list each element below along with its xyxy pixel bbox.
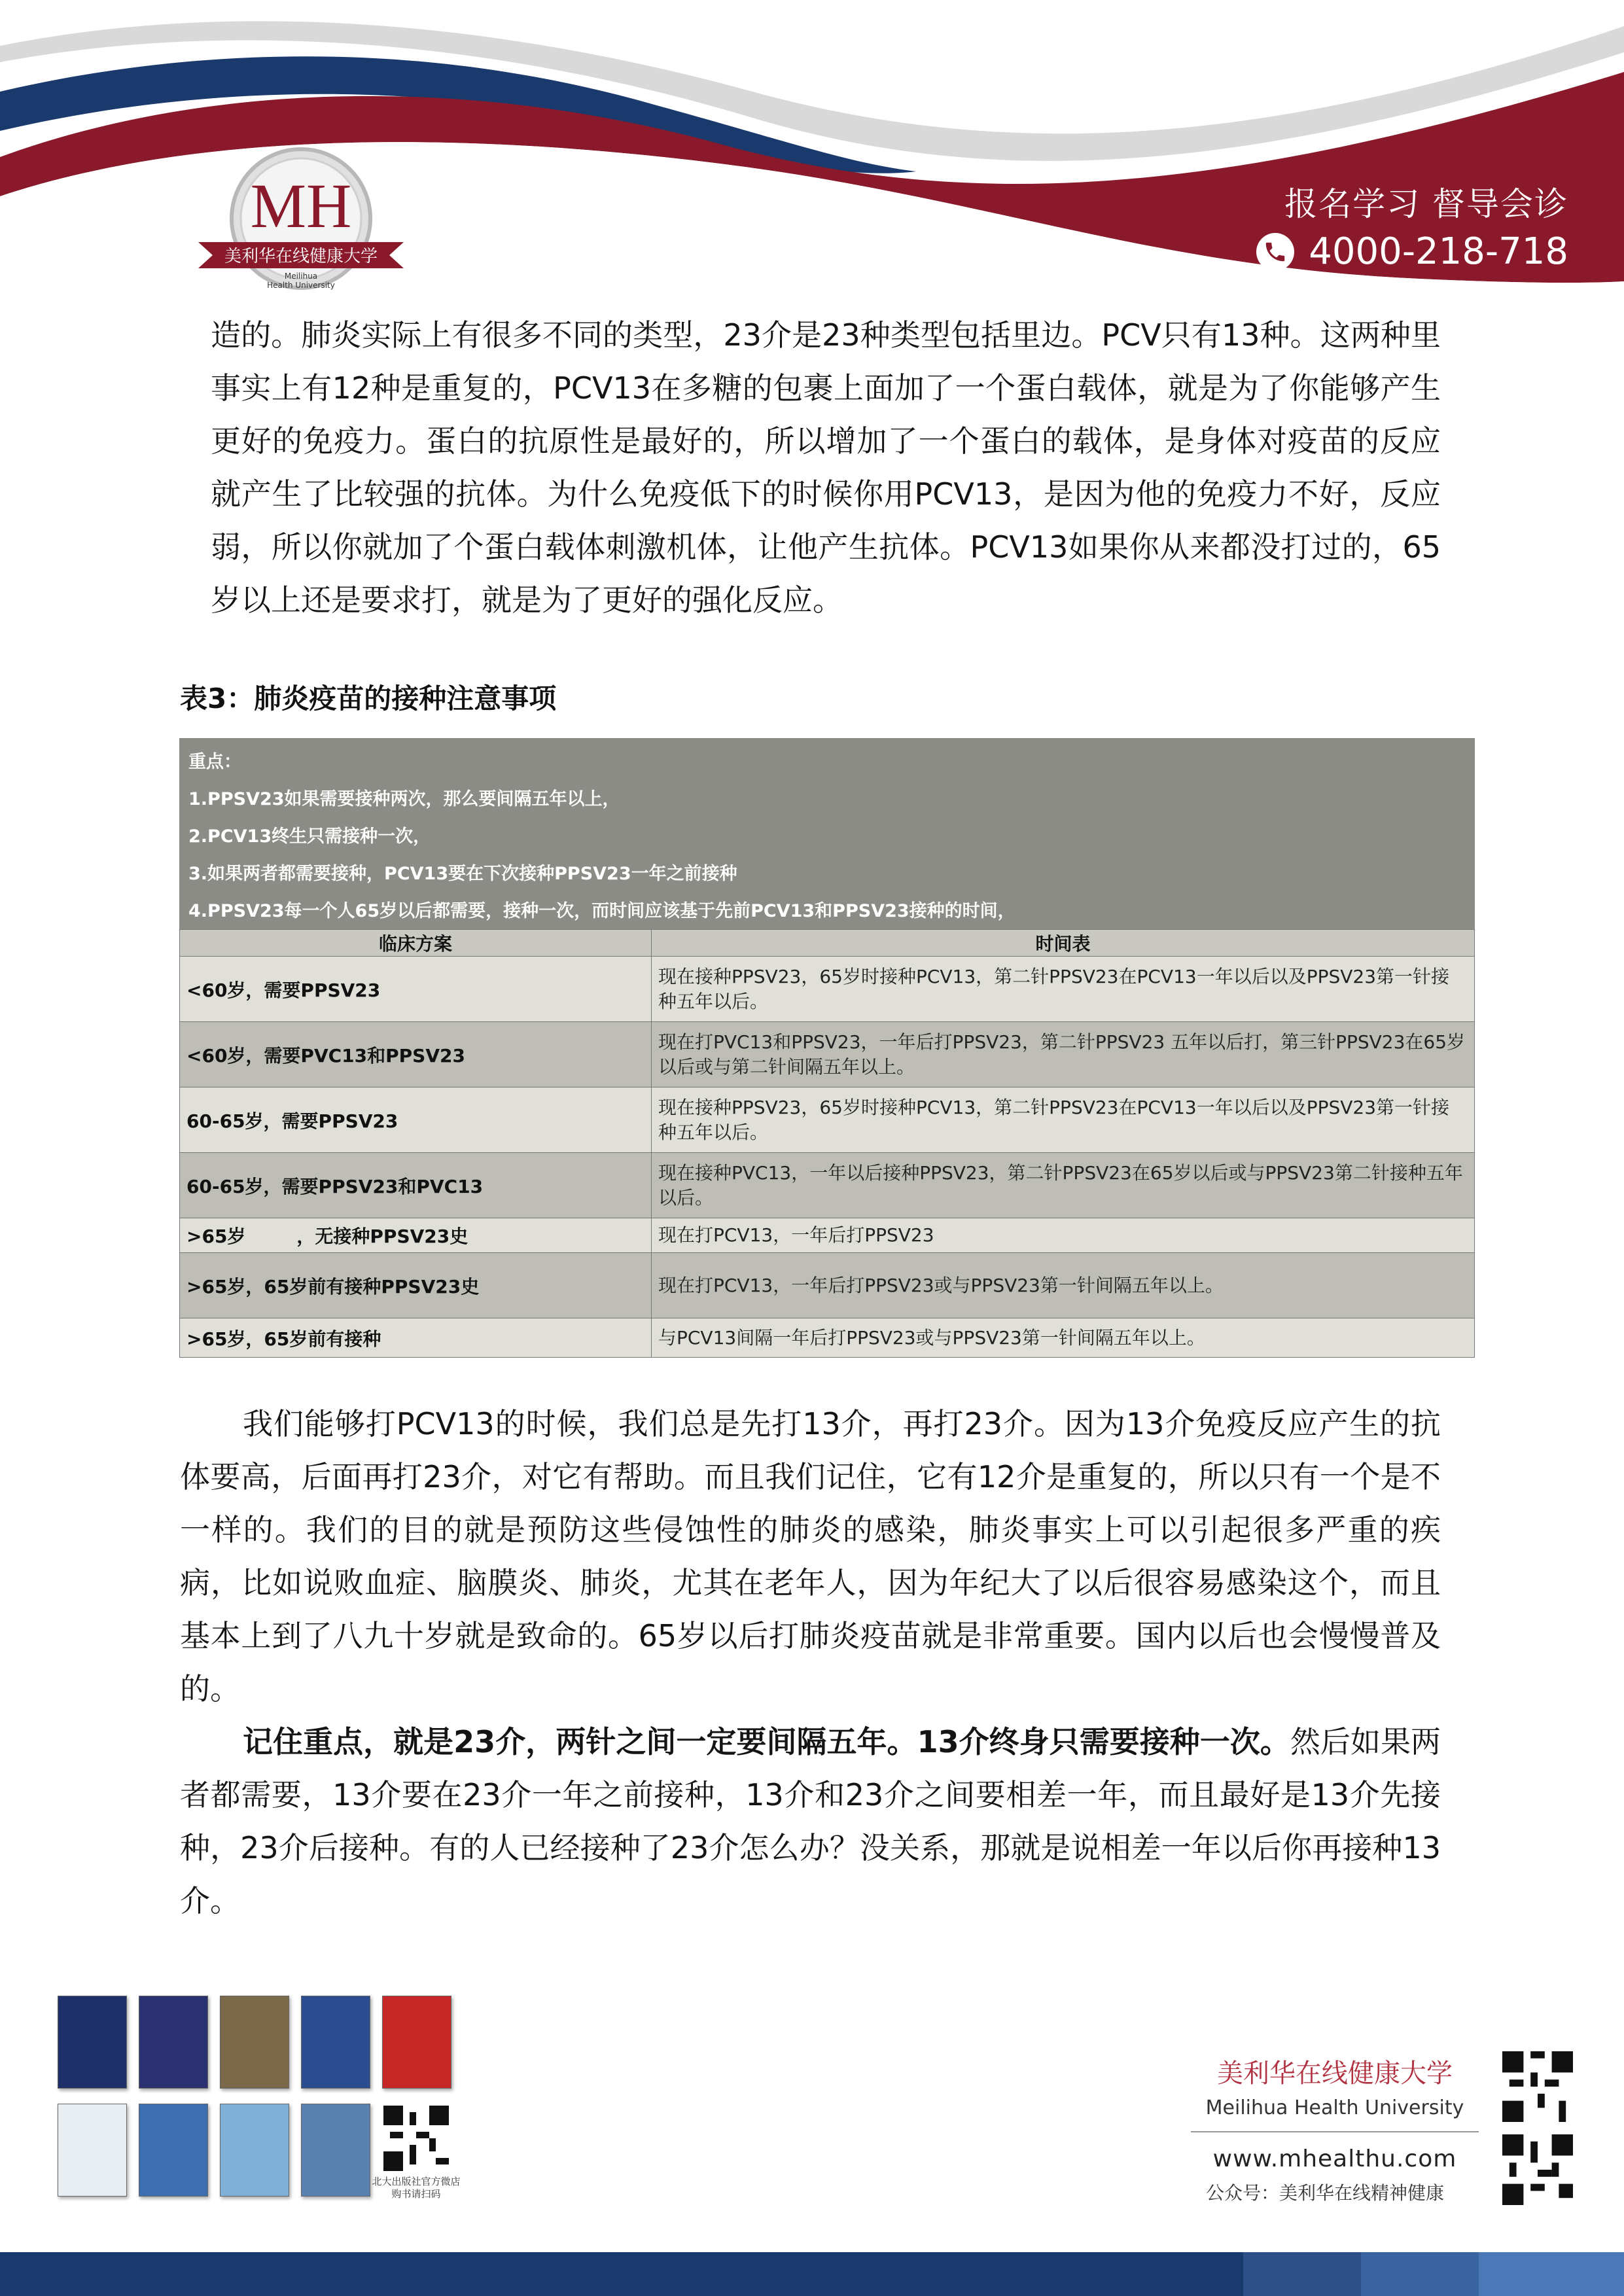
book-cover bbox=[220, 2104, 289, 2197]
schedule-cell: 现在接种PPSV23，65岁时接种PCV13，第二针PPSV23在PCV13一年以后以及PPSV23第一针接种五年以后。 bbox=[652, 1087, 1475, 1153]
plan-cell: >65岁，65岁前有接种 bbox=[180, 1318, 652, 1358]
note-line: 重点： bbox=[188, 752, 241, 772]
table-row bbox=[180, 1153, 1475, 1218]
book-cover bbox=[382, 1996, 451, 2089]
paragraph-3 bbox=[180, 1716, 1441, 1928]
paragraph-1: 造的。肺炎实际上有很多不同的类型，23介是23种类型包括里边。PCV只有13种。这两种里事实上有12种是重复的，PCV13在多糖的包裹上面加了一个蛋白载体，就是为了你能够产生更好的免疫力。蛋白的抗原性是最好的，所以增加了一个蛋白的载体，是身体对疫苗的反应就产生了比较强的抗体。为什么免疫低下的时候你用PCV13，是因为他的免疫力不好，反应弱，所以你就加了个蛋白载体刺激机体，让他产生抗体。PCV13如果你从来都没打过的，65岁以上还是要求打，就是为了更好的强化反应。 bbox=[211, 317, 1441, 618]
qr-code-icon bbox=[1502, 2134, 1573, 2205]
table-header-row bbox=[180, 930, 1475, 957]
phone-number: 4000-218-718 bbox=[1309, 230, 1568, 273]
wechat-account: 公众号：美利华在线精神健康 bbox=[1205, 2182, 1444, 2204]
footer-band bbox=[0, 2252, 1624, 2296]
table-notes bbox=[179, 738, 1475, 929]
phone-icon bbox=[1256, 233, 1294, 271]
table-row bbox=[180, 1218, 1475, 1253]
schedule-cell: 现在接种PVC13，一年以后接种PPSV23，第二针PPSV23在65岁以后或与PPSV23第二针接种五年以后。 bbox=[652, 1153, 1475, 1218]
book-cover bbox=[58, 2104, 127, 2197]
paragraph-2: 我们能够打PCV13的时候，我们总是先打13介，再打23介。因为13介免疫反应产生的抗体要高，后面再打23介，对它有帮助。而且我们记住，它有12介是重复的，所以只有一个是不一样的。我们的目的就是预防这些侵蚀性的肺炎的感染，肺炎事实上可以引起很多严重的疾病，比如说败血症、脑膜炎、肺炎，尤其在老年人，因为年纪大了以后很容易感染这个，而且基本上到了八九十岁就是致命的。65岁以后打肺炎疫苗就是非常重要。国内以后也会慢慢普及的。 bbox=[180, 1406, 1441, 1706]
paragraph-3-emphasis: 记住重点，就是23介，两针之间一定要间隔五年。13介终身只需要接种一次。 bbox=[243, 1724, 1290, 1759]
table-row bbox=[180, 1253, 1475, 1318]
schedule-cell: 现在打PCV13，一年后打PPSV23或与PPSV23第一针间隔五年以上。 bbox=[652, 1253, 1475, 1318]
book-cover bbox=[58, 1996, 127, 2089]
book-cover bbox=[301, 2104, 370, 2197]
footer-university-block bbox=[1191, 2053, 1479, 2205]
book-cover bbox=[301, 1996, 370, 2089]
plan-cell: 60-65岁，需要PPSV23 bbox=[180, 1087, 652, 1153]
schedule-cell: 现在打PVC13和PPSV23，一年后打PPSV23，第二针PPSV23 五年以后打，第三针PPSV23在65岁以后或与第二针间隔五年以上。 bbox=[652, 1022, 1475, 1087]
schedule-cell: 现在打PCV13，一年后打PPSV23 bbox=[652, 1218, 1475, 1253]
plan-cell: <60岁，需要PVC13和PPSV23 bbox=[180, 1022, 652, 1087]
table-row bbox=[180, 1022, 1475, 1087]
paragraph-3-rest: 然后如果两者都需要，13介要在23介一年之前接种，13介和23介之间要相差一年，而且最好是13介先接种，23介后接种。有的人已经接种了23介怎么办？没关系，那就是说相差一年以后你再接种13介。 bbox=[180, 1724, 1441, 1918]
table-title: 表3：肺炎疫苗的接种注意事项 bbox=[180, 682, 557, 715]
book-collection bbox=[58, 1996, 463, 2205]
qr-code-icon bbox=[1502, 2051, 1573, 2122]
schedule-cell: 与PCV13间隔一年后打PPSV23或与PPSV23第一针间隔五年以上。 bbox=[652, 1318, 1475, 1358]
footer-divider bbox=[1191, 2131, 1479, 2132]
website-url[interactable]: www.mhealthu.com bbox=[1212, 2146, 1457, 2172]
note-line: 3.如果两者都需要接种，PCV13要在下次接种PPSV23一年之前接种 bbox=[188, 864, 737, 884]
logo-en-name-2: Health University bbox=[267, 281, 335, 290]
university-name-en: Meilihua Health University bbox=[1205, 2096, 1464, 2119]
plan-cell: <60岁，需要PPSV23 bbox=[180, 957, 652, 1022]
plan-cell: >65岁 ，无接种PPSV23史 bbox=[180, 1218, 652, 1253]
note-line: 2.PCV13终生只需接种一次， bbox=[188, 826, 431, 847]
column-header-plan: 临床方案 bbox=[180, 930, 652, 957]
header-phone-line bbox=[1256, 230, 1568, 273]
book-qr-caption bbox=[365, 2176, 467, 2200]
mh-logo bbox=[193, 145, 409, 292]
plan-cell: 60-65岁，需要PPSV23和PVC13 bbox=[180, 1153, 652, 1218]
table-row bbox=[180, 957, 1475, 1022]
book-cover bbox=[139, 2104, 208, 2197]
university-name-cn: 美利华在线健康大学 bbox=[1217, 2058, 1453, 2089]
logo-en-name-1: Meilihua bbox=[284, 272, 318, 281]
note-line: 4.PPSV23每一个人65岁以后都需要，接种一次，而时间应该基于先前PCV13和PPSV23接种的时间， bbox=[188, 901, 1015, 921]
logo-cn-name: 美利华在线健康大学 bbox=[224, 247, 378, 266]
logo-mh-text: MH bbox=[250, 171, 352, 241]
book-qr-caption-line-1: 北大出版社官方微店 bbox=[372, 2176, 461, 2187]
header-slogan: 报名学习 督导会诊 bbox=[1284, 185, 1568, 223]
table-row bbox=[180, 1087, 1475, 1153]
vaccine-schedule-table bbox=[179, 738, 1475, 1358]
book-cover bbox=[139, 1996, 208, 2089]
qr-code-icon bbox=[383, 2106, 449, 2171]
table-row bbox=[180, 1318, 1475, 1358]
book-cover bbox=[220, 1996, 289, 2089]
book-qr-caption-line-2: 购书请扫码 bbox=[391, 2188, 441, 2200]
schedule-grid bbox=[179, 929, 1475, 1358]
plan-cell: >65岁，65岁前有接种PPSV23史 bbox=[180, 1253, 652, 1318]
column-header-schedule: 时间表 bbox=[652, 930, 1475, 957]
schedule-cell: 现在接种PPSV23，65岁时接种PCV13，第二针PPSV23在PCV13一年以后以及PPSV23第一针接种五年以后。 bbox=[652, 957, 1475, 1022]
note-line: 1.PPSV23如果需要接种两次，那么要间隔五年以上， bbox=[188, 789, 620, 809]
